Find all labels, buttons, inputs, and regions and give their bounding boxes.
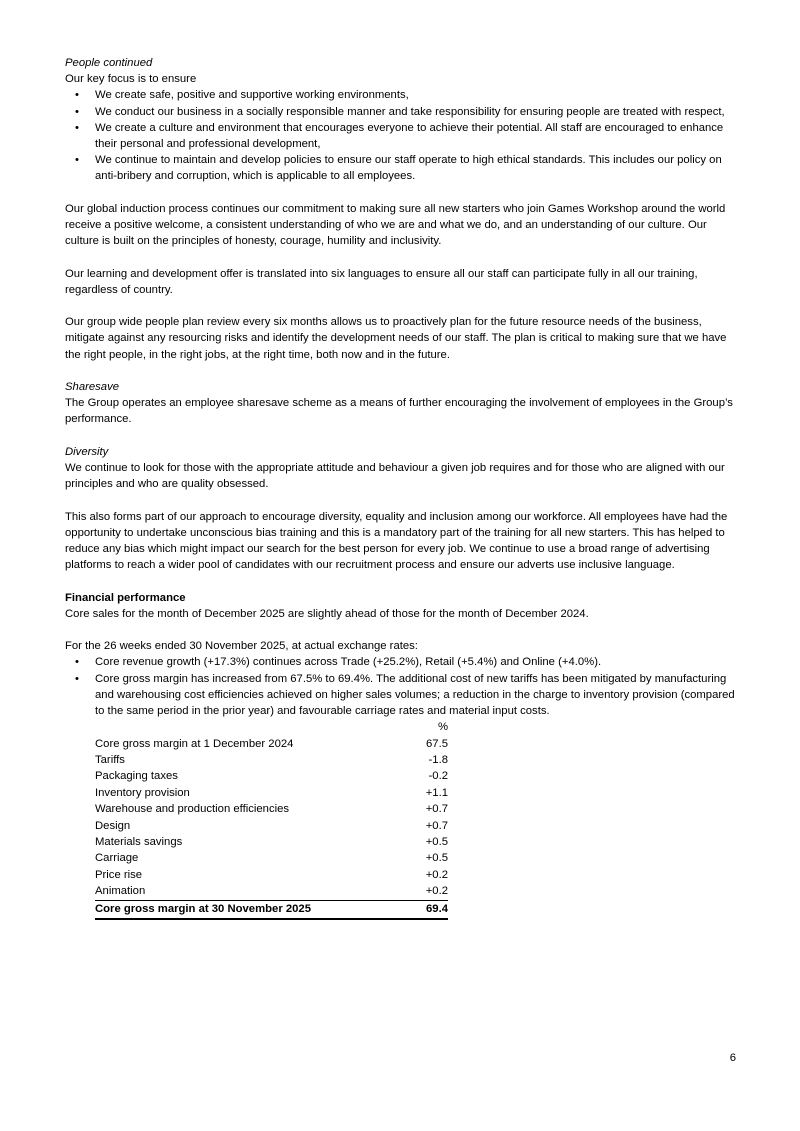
list-item-text: We continue to maintain and develop policies to ensure our staff operate to high ethical standards. This includes our policy on anti-bribery and corruption, which is applicable to all employees. <box>95 154 722 183</box>
list-item <box>65 152 737 184</box>
gross-margin-bridge-table <box>95 719 448 919</box>
table-row <box>95 850 448 866</box>
financial-performance-paragraph: Core sales for the month of December 2025 are slightly ahead of those for the month of December 2024. <box>65 607 589 620</box>
list-item <box>65 654 737 670</box>
section-heading-financial-performance: Financial performance <box>65 591 186 604</box>
table-cell-value: +0.5 <box>425 836 448 849</box>
table-total-label: Core gross margin at 30 November 2025 <box>95 900 415 919</box>
table-row <box>95 752 448 768</box>
table-cell-value: +0.2 <box>425 885 448 898</box>
table-row-total <box>95 900 448 919</box>
table-row <box>95 834 448 850</box>
spacer <box>65 249 737 265</box>
sharesave-paragraph: The Group operates an employee sharesave scheme as a means of further encouraging the involvement of employees in the Group’s performance. <box>65 397 733 426</box>
list-item <box>65 671 737 720</box>
table-row <box>95 768 448 784</box>
diversity-paragraph-2: This also forms part of our approach to encourage diversity, equality and inclusion among our workforce. All employees have had the opportunity to undertake unconscious bias training and this is a mandatory part of the training for all new starters. This has helped to reduce any bias which might impact our search for the best person for every job. We continue to use a broad range of advertising platforms to reach a wider pool of candidates with our recruitment process and ensure our adverts use inclusive language. <box>65 510 728 572</box>
bullet-icon: • <box>75 105 79 118</box>
people-paragraph-1: Our global induction process continues our commitment to making sure all new starters who join Games Workshop around the world receive a positive welcome, a consistent understanding of who we are and what we do, and an understanding of our culture. Our culture is built on the principles of honesty, courage, humility and inclusivity. <box>65 202 726 248</box>
table-cell-value: -1.8 <box>428 754 448 767</box>
table-row <box>95 883 448 900</box>
table-row <box>95 785 448 801</box>
table-cell-value: +1.1 <box>425 786 448 799</box>
bullet-icon: • <box>75 672 79 685</box>
financial-performance-bullet-list <box>65 654 737 719</box>
spacer <box>65 573 737 589</box>
bullet-icon: • <box>75 121 79 134</box>
table-row <box>95 818 448 834</box>
table-row <box>95 736 448 752</box>
diversity-paragraph-1: We continue to look for those with the appropriate attitude and behaviour a given job requires and for those who are aligned with our principles and who are quality obsessed. <box>65 462 725 491</box>
spacer <box>65 492 737 508</box>
spacer <box>65 298 737 314</box>
table-total-value: 69.4 <box>415 900 448 919</box>
people-paragraph-2: Our learning and development offer is translated into six languages to ensure all our staff can participate fully in all our training, regardless of country. <box>65 267 698 296</box>
table-cell-label: Carriage <box>95 852 139 865</box>
section-heading-people: People continued <box>65 57 153 69</box>
list-item-text: We create a culture and environment that encourages everyone to achieve their potential. All staff are encouraged to enhance their personal and professional development, <box>95 121 724 151</box>
section-heading-sharesave: Sharesave <box>65 381 120 393</box>
list-item <box>65 120 737 152</box>
spacer <box>65 622 737 638</box>
list-item-text: We conduct our business in a socially responsible manner and take responsibility for ensuring people are treated with respect, <box>95 105 725 118</box>
spacer <box>65 185 737 201</box>
table-cell-label: Animation <box>95 885 146 898</box>
table-cell-label: Inventory provision <box>95 786 190 799</box>
people-paragraph-3: Our group wide people plan review every six months allows us to proactively plan for the future resource needs of the business, mitigate against any resourcing risks and identify the development needs of our staff. The plan is critical to making sure that we have the right people, in the right jobs, at the right time, both now and in the future. <box>65 316 727 361</box>
table-cell-value: +0.7 <box>425 803 448 816</box>
list-item <box>65 104 737 120</box>
table-cell-label: Materials savings <box>95 836 183 849</box>
table-cell-value: +0.5 <box>425 852 448 865</box>
table-cell-value: -0.2 <box>428 770 448 783</box>
table-cell-label: Design <box>95 819 131 832</box>
table-header-label <box>95 719 415 735</box>
list-item <box>65 87 737 103</box>
list-item-text: Core revenue growth (+17.3%) continues across Trade (+25.2%), Retail (+5.4%) and Online (+4.0%). <box>95 656 602 669</box>
spacer <box>65 428 737 444</box>
bullet-icon: • <box>75 154 79 167</box>
list-item-text: We create safe, positive and supportive working environments, <box>95 89 409 102</box>
table-row <box>95 867 448 883</box>
table-cell-value: +0.2 <box>425 868 448 881</box>
financial-performance-intro: For the 26 weeks ended 30 November 2025, at actual exchange rates: <box>65 640 418 653</box>
section-heading-diversity: Diversity <box>65 445 109 458</box>
table-header-unit: % <box>437 721 448 734</box>
page-number: 6 <box>729 1052 736 1064</box>
table-cell-value: +0.7 <box>425 819 448 832</box>
bullet-icon: • <box>75 656 79 669</box>
list-item-text: Core gross margin has increased from 67.5% to 69.4%. The additional cost of new tariffs has been mitigated by manufacturing and warehousing cost efficiencies achieved on higher sales volumes; a reduction in the charge to inventory provision (compared to the same period in the prior year) and favourable carriage rates and material input costs. <box>95 672 735 717</box>
table-cell-label: Warehouse and production efficiencies <box>95 803 290 816</box>
spacer <box>65 363 737 379</box>
table-cell-label: Tariffs <box>95 754 125 767</box>
table-row-header <box>95 719 448 735</box>
people-intro: Our key focus is to ensure <box>65 73 197 86</box>
table-cell-label: Price rise <box>95 868 143 881</box>
table-cell-label: Core gross margin at 1 December 2024 <box>95 737 294 750</box>
table-cell-label: Packaging taxes <box>95 770 178 783</box>
table-cell-value: 67.5 <box>426 737 448 750</box>
table-row <box>95 801 448 817</box>
bullet-icon: • <box>75 89 79 102</box>
page-content <box>65 55 737 920</box>
people-bullet-list <box>65 87 737 184</box>
